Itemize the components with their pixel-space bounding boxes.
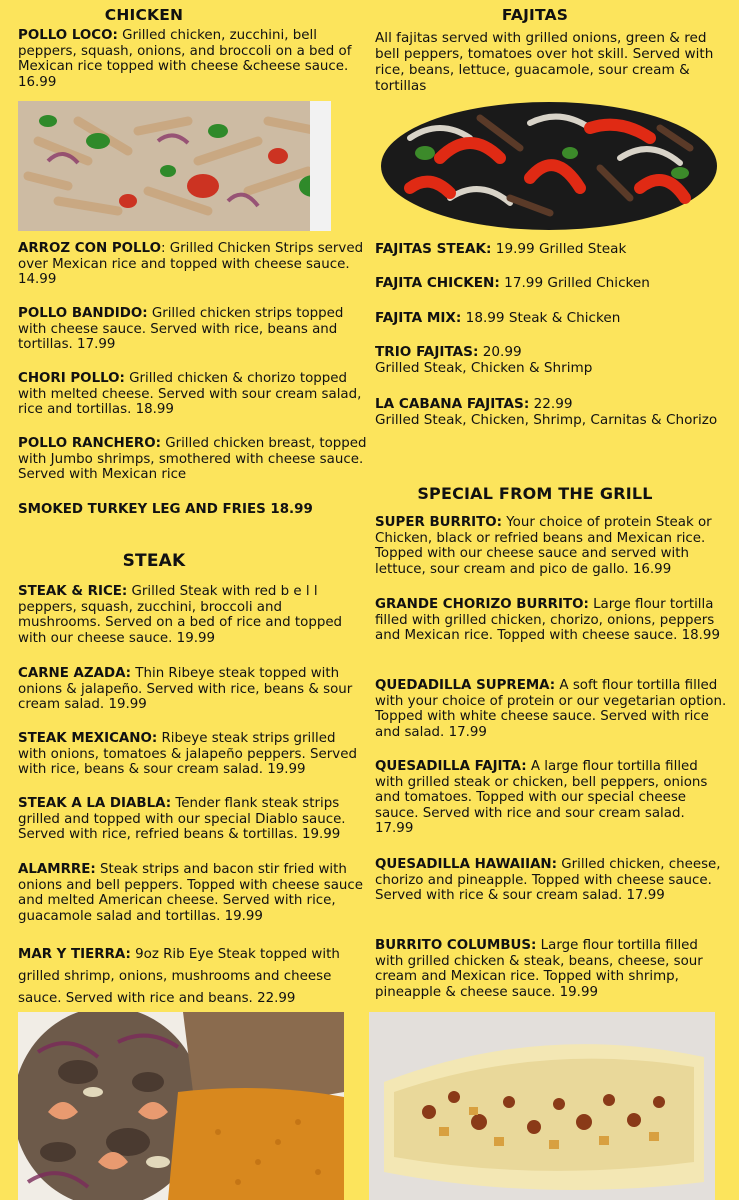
menu-item-desc: Grilled chicken, zucchini, bell peppers, squash, onions, and broccoli on a bed of Mexican rice topped with cheese &cheese sauce. 16.99: [18, 28, 352, 90]
menu-item-pollo-bandido: [18, 306, 368, 353]
menu-item-desc: Grilled chicken & chorizo topped with melted cheese. Served with sour cream salad, rice and tortillas. 18.99: [18, 371, 362, 418]
menu-item-name: BURRITO COLUMBUS:: [375, 938, 537, 953]
menu-item-fajitas-steak: [375, 241, 727, 257]
menu-item-quesadilla-hawaiian: [375, 857, 727, 904]
menu-item-desc: 18.99 Steak & Chicken: [461, 310, 621, 326]
menu-item-name: SUPER BURRITO:: [375, 515, 503, 530]
grill-section-title: SPECIAL FROM THE GRILL: [417, 484, 653, 503]
menu-item-name: STEAK & RICE:: [18, 584, 128, 599]
menu-item-pollo-loco: [18, 28, 368, 90]
fajitas-section-title: FAJITAS: [501, 6, 569, 24]
menu-item-desc: Ribeye steak strips grilled with onions, tomatoes & jalapeño peppers. Served with rice, beans & sour cream salad. 19.99: [18, 731, 357, 778]
menu-item-fajita-mix: [375, 310, 727, 326]
left-column: [18, 0, 368, 1200]
menu-item-desc: Large flour tortilla filled with grilled chicken & steak, beans, cheese, sour cream and Mexican rice. Topped with shrimp, pineapple & cheese sauce. 19.99: [375, 938, 703, 1000]
menu-item-desc: Grilled Steak with red b e l l peppers, squash, zucchini, broccoli and mushrooms. Served on a bed of rice and topped with our cheese sauce. 19.99: [18, 584, 343, 646]
pollo-loco-illustration: [18, 101, 331, 231]
menu-item-name: FAJITA CHICKEN:: [375, 275, 500, 291]
menu-item-carne-azada: [18, 666, 368, 713]
menu-item-quedadilla-suprema: [375, 678, 727, 740]
menu-item-desc: 17.99 Grilled Chicken: [499, 275, 650, 291]
right-column: [375, 0, 727, 1200]
menu-item-name: LA CABANA FAJITAS:: [375, 396, 530, 412]
menu-item-steak-mexicano: [18, 731, 368, 778]
menu-item-name: FAJITAS STEAK:: [375, 241, 492, 257]
menu-item-detail: Grilled Steak, Chicken & Shrimp: [375, 360, 593, 376]
menu-item-name: MAR Y TIERRA:: [18, 947, 131, 962]
menu-item-super-burrito: [375, 515, 727, 577]
menu-item-la-cabana-fajitas: [375, 396, 727, 428]
menu-item-desc: Tender flank steak strips grilled and topped with our special Diablo sauce. Served with rice, refried beans & tortillas. 19.99: [18, 796, 346, 843]
menu-item-burrito-columbus: [375, 938, 727, 1000]
burrito-photo: [369, 1012, 715, 1200]
menu-item-name: QUESADILLA FAJITA:: [375, 759, 527, 774]
menu-item-desc: 22.99: [529, 396, 573, 412]
mar-y-tierra-illustration: [18, 1012, 344, 1200]
mar-y-tierra-photo: [18, 1012, 344, 1200]
menu-item-desc: A large flour tortilla filled with grilled steak or chicken, bell peppers, onions and tomatoes. Topped with our special cheese sauce. Served with rice and sour cream salad. 17.99: [375, 759, 708, 837]
burrito-illustration: [369, 1012, 715, 1200]
menu-item-name: CARNE AZADA:: [18, 666, 132, 681]
menu-item-name: POLLO BANDIDO:: [18, 306, 148, 321]
menu-item-grande-chorizo-burrito: [375, 597, 727, 644]
menu-item-name: POLLO LOCO:: [18, 28, 118, 43]
menu-item-chori-pollo: [18, 371, 368, 418]
menu-item-pollo-ranchero: [18, 436, 368, 483]
menu-item-desc: 19.99 Grilled Steak: [491, 241, 627, 257]
fajitas-illustration: [380, 98, 718, 230]
menu-item-desc: : Grilled Chicken Strips served over Mexican rice and topped with cheese sauce. 14.99: [18, 241, 364, 288]
menu-item-detail: Grilled Steak, Chicken, Shrimp, Carnitas & Chorizo: [375, 412, 718, 428]
fajitas-photo: [380, 98, 718, 230]
menu-item-name: QUEDADILLA SUPREMA:: [375, 678, 556, 693]
menu-item-fajita-chicken: [375, 275, 727, 291]
menu-item-name: ARROZ CON POLLO: [18, 241, 161, 256]
menu-item-mar-y-tierra: [18, 944, 368, 1010]
menu-item-name: FAJITA MIX:: [375, 310, 462, 326]
menu-item-name: ALAMRRE:: [18, 862, 96, 877]
chicken-section-title: CHICKEN: [104, 6, 184, 24]
menu-item-desc: 9oz Rib Eye Steak topped with grilled shrimp, onions, mushrooms and cheese sauce. Served with rice and beans. 22.99: [18, 947, 340, 1006]
menu-item-desc: Grilled chicken strips topped with cheese sauce. Served with rice, beans and tortillas. 17.99: [18, 306, 344, 353]
menu-item-steak-and-rice: [18, 584, 368, 646]
menu-item-desc: Large flour tortilla filled with grilled chicken, chorizo, onions, peppers and Mexican rice. Topped with cheese sauce. 18.99: [375, 597, 720, 644]
menu-item-name: POLLO RANCHERO:: [18, 436, 161, 451]
menu-item-name: TRIO FAJITAS:: [375, 344, 479, 360]
menu-item-smoked-turkey-leg: [18, 502, 368, 518]
menu-item-name: STEAK MEXICANO:: [18, 731, 158, 746]
menu-item-steak-a-la-diabla: [18, 796, 368, 843]
menu-item-desc: Steak strips and bacon stir fried with onions and bell peppers. Topped with cheese sauce and melted American cheese. Served with rice, guacamole salad and tortillas. 19.99: [18, 862, 363, 924]
steak-section-title: STEAK: [122, 551, 186, 571]
menu-item-alamrre: [18, 862, 368, 924]
menu-item-name: CHORI POLLO:: [18, 371, 125, 386]
menu-item-desc: 20.99: [478, 344, 522, 360]
menu-item-name: STEAK A LA DIABLA:: [18, 796, 172, 811]
menu-item-name: GRANDE CHORIZO BURRITO:: [375, 597, 589, 612]
menu-item-desc: Your choice of protein Steak or Chicken, black or refried beans and Mexican rice. Topped with our cheese sauce and served with lettuce, sour cream and pico de gallo. 16.99: [375, 515, 712, 577]
menu-item-desc: Grilled chicken breast, topped with Jumbo shrimps, smothered with cheese sauce. Served with Mexican rice: [18, 436, 367, 483]
fajitas-intro: All fajitas served with grilled onions, green & red bell peppers, tomatoes over hot skill. Served with rice, beans, lettuce, guacamole, sour cream & tortillas: [375, 30, 714, 94]
menu-item-trio-fajitas: [375, 344, 727, 376]
menu-item-quesadilla-fajita: [375, 759, 727, 837]
menu-item-desc: Thin Ribeye steak topped with onions & jalapeño. Served with rice, beans & sour cream salad. 19.99: [18, 666, 353, 713]
pollo-loco-photo: [18, 101, 331, 231]
menu-item-desc: Grilled chicken, cheese, chorizo and pineapple. Topped with cheese sauce. Served with rice & sour cream salad. 17.99: [375, 857, 721, 904]
menu-item-name: QUESADILLA HAWAIIAN:: [375, 857, 557, 872]
menu-item-desc: A soft flour tortilla filled with your choice of protein or our vegetarian option. Topped with white cheese sauce. Served with rice and salad. 17.99: [375, 678, 727, 740]
menu-item-name: SMOKED TURKEY LEG AND FRIES 18.99: [18, 502, 313, 517]
menu-item-arroz-con-pollo: [18, 241, 368, 288]
